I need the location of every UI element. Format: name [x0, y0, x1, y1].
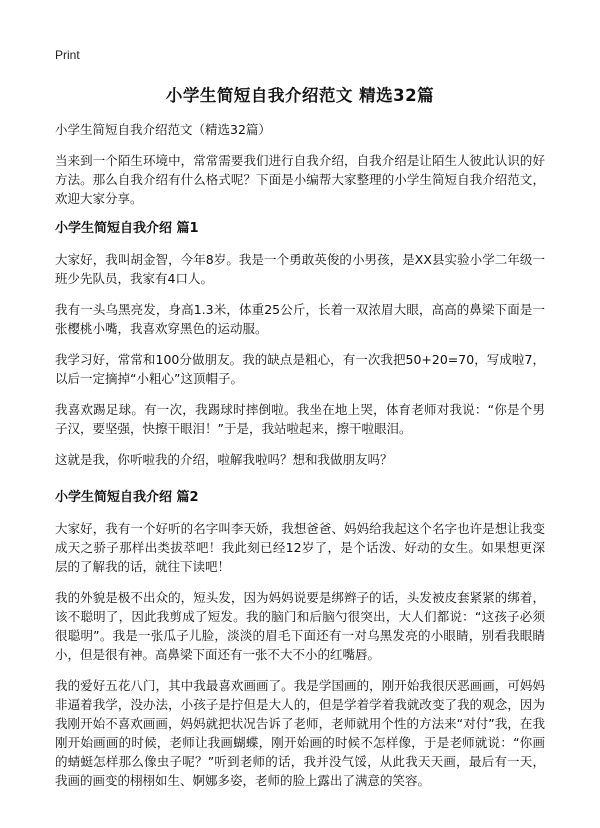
- print-link[interactable]: Print: [55, 48, 80, 62]
- page-title: 小学生简短自我介绍范文 精选32篇: [165, 86, 435, 105]
- section-2-paragraph-2: 我的外貌是极不出众的，短头发，因为妈妈说要是绑辫子的话，头发被皮套紧紧的绑着，该不聪明了，因此我剪成了短发。我的脑门和后脑勺很突出，大人们都说：“这孩子必须很聪明”。我是一张瓜子儿脸，淡淡的眉毛下面还有一对乌黑发亮的小眼睛，别看我眼睛小，但是很有神。高鼻梁下面还有一张不大不小的红嘴唇。: [55, 590, 545, 662]
- section-heading-2: 小学生简短自我介绍 篇2: [55, 490, 199, 505]
- section-1-paragraph-1: 大家好，我叫胡金智，今年8岁。我是一个勇敢英俊的小男孩，是XX县实验小学二年级一班少先队员，我家有4口人。: [55, 252, 545, 286]
- section-1-paragraph-5: 这就是我，你听啦我的介绍，啦解我啦吗？想和我做朋友吗？: [55, 452, 393, 467]
- section-2-paragraph-1: 大家好，我有一个好听的名字叫李天娇，我想爸爸、妈妈给我起这个名字也许是想让我变成天之骄子那样出类拔萃吧！我此刻已经12岁了，是个话泼、好动的女生。如果想更深层的了解我的话，就往下读吧！: [55, 521, 545, 574]
- article-body: [55, 121, 545, 802]
- intro-paragraph: 当来到一个陌生环境中，常常需要我们进行自我介绍，自我介绍是让陌生人彼此认识的好方法。那么自我介绍有什么格式呢？下面是小编帮大家整理的小学生简短自我介绍范文，欢迎大家分享。: [55, 153, 545, 206]
- section-1-paragraph-4: 我喜欢踢足球。有一次，我踢球时摔倒啦。我坐在地上哭，体育老师对我说：“你是个男子汉，要坚强，快擦干眼泪！”于是，我站啦起来，擦干啦眼泪。: [55, 402, 545, 436]
- section-1-paragraph-3: 我学习好，常常和100分做朋友。我的缺点是粗心，有一次我把50+20=70，写成啦7，以后一定摘掉“小粗心”这顶帽子。: [55, 352, 545, 386]
- section-1-paragraph-2: 我有一头乌黑亮发，身高1.3米，体重25公斤，长着一双浓眉大眼，高高的鼻梁下面是一张樱桃小嘴，我喜欢穿黑色的运动服。: [55, 302, 545, 336]
- section-heading-1: 小学生简短自我介绍 篇1: [55, 221, 199, 236]
- section-2-paragraph-3: 我的爱好五花八门，其中我最喜欢画画了。我是学国画的，刚开始我很厌恶画画，可妈妈非逼着我学，没办法，小孩子是拧但是大人的，但是学着学着我就改变了我的观念，因为我刚开始不喜欢画画，妈妈就把状况告诉了老师，老师就用个性的方法来“对付”我，在我刚开始画画的时候，老师让我画蝴蝶，刚开始画的时候不怎样像，于是老师就说：“你画的蜻蜓怎样那么像虫子呢？”听到老师的话，我并没气馁，从此我天天画，最后有一天，我画的画变的栩栩如生、婀娜多姿，老师的脸上露出了满意的笑容。: [55, 678, 545, 788]
- article-subtitle: 小学生简短自我介绍范文（精选32篇）: [55, 122, 271, 137]
